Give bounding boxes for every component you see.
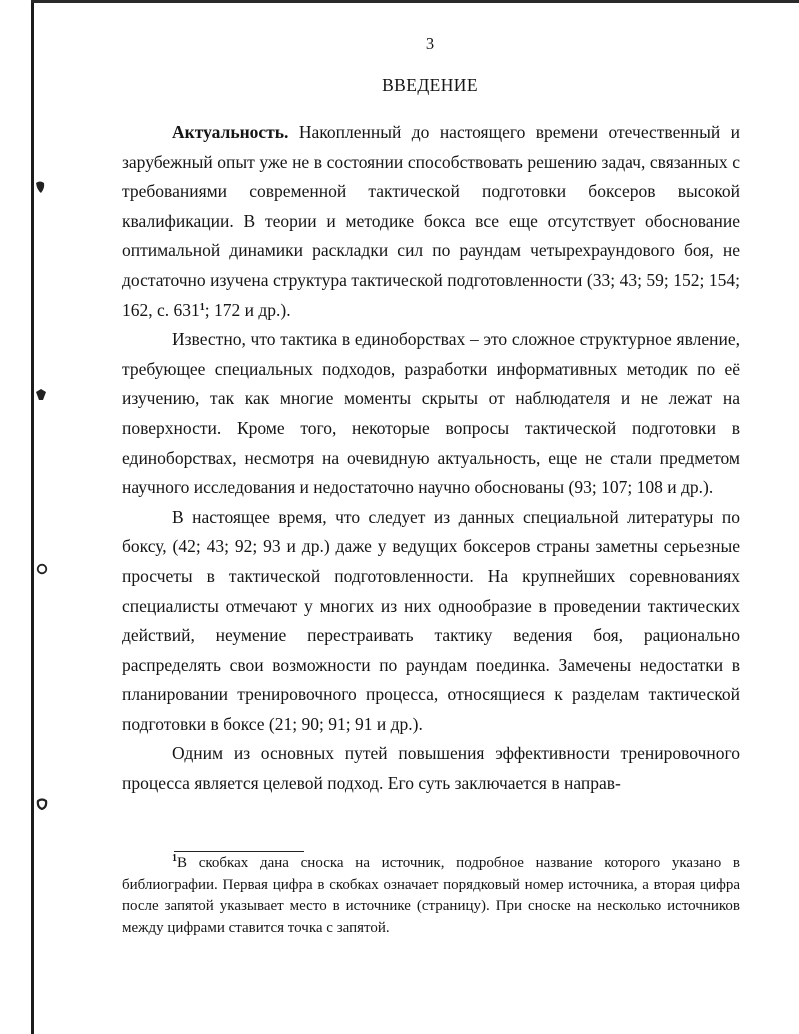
binding-hole-icon bbox=[34, 180, 46, 194]
binding-hole-icon bbox=[36, 563, 48, 575]
paragraph: Известно, что тактика в единоборствах – это сложное структурное явление, требующее специальных подходов, разработки информативных методик по её изучению, так как многие моменты скрыты от наблюдателя и не лежат на поверхности. Кроме того, некоторые вопросы тактической подготовки в единоборствах, несмотря на очевидную актуальность, еще не стали предметом научного исследования и недостаточно научно обоснованы (93; 107; 108 и др.). bbox=[122, 329, 740, 498]
paragraph-text-tail: ; 172 и др.). bbox=[204, 299, 291, 320]
binding-hole-icon bbox=[36, 798, 48, 810]
paragraph-lead: Актуальность. bbox=[172, 122, 289, 142]
paragraph-text: Накопленный до настоящего времени отечественный и зарубежный опыт уже не в состоянии способствовать решению задач, связанных с требованиями современной тактической подготовки боксеров высокой квалификации. В теории и методике бокса все еще отсутствует обоснование оптимальной динамики раскладки сил по раундам четырехраундового боя, не достаточно изучена структура тактической подготовленности (33; 43; 59; 152; 154; 162, с. 631 bbox=[122, 122, 740, 320]
footnote-text: В скобках дана сноска на источник, подробное название которого указано в библиографии. Первая цифра в скобках означает порядковый номер источника, а вторая цифра после запятой указывает место в источнике (страницу). При сноске на несколько источников между цифрами ставится точка с запятой. bbox=[122, 855, 740, 936]
binding-hole-icon bbox=[35, 388, 47, 402]
paragraph: В настоящее время, что следует из данных специальной литературы по боксу, (42; 43; 92; 93 и др.) даже у ведущих боксеров страны заметны серьезные просчеты в тактической подготовленности. На крупнейших соревнованиях специалисты отмечают у многих из них однообразие в проведении тактических действий, неумение перестраивать тактику ведения боя, рационально распределять свои возможности по раундам поединка. Замечены недостатки в планировании тренировочного процесса, относящиеся к разделам тактической подготовки в боксе (21; 90; 91; 91 и др.). bbox=[122, 506, 740, 734]
footnote-mark: 1 bbox=[172, 853, 177, 864]
page-title: ВВЕДЕНИЕ bbox=[382, 75, 478, 95]
scan-top-edge bbox=[31, 0, 799, 3]
main-text bbox=[122, 118, 740, 799]
paragraph: Одним из основных путей повышения эффективности тренировочного процесса является целевой подход. Его суть заключается в направ- bbox=[122, 743, 740, 794]
page-number: 3 bbox=[425, 34, 435, 53]
paragraph-relevance bbox=[122, 118, 740, 325]
footnote-reference[interactable]: 1 bbox=[199, 301, 205, 313]
scan-left-edge bbox=[31, 0, 34, 1034]
footnote-divider bbox=[174, 851, 304, 852]
footnote bbox=[122, 853, 740, 939]
